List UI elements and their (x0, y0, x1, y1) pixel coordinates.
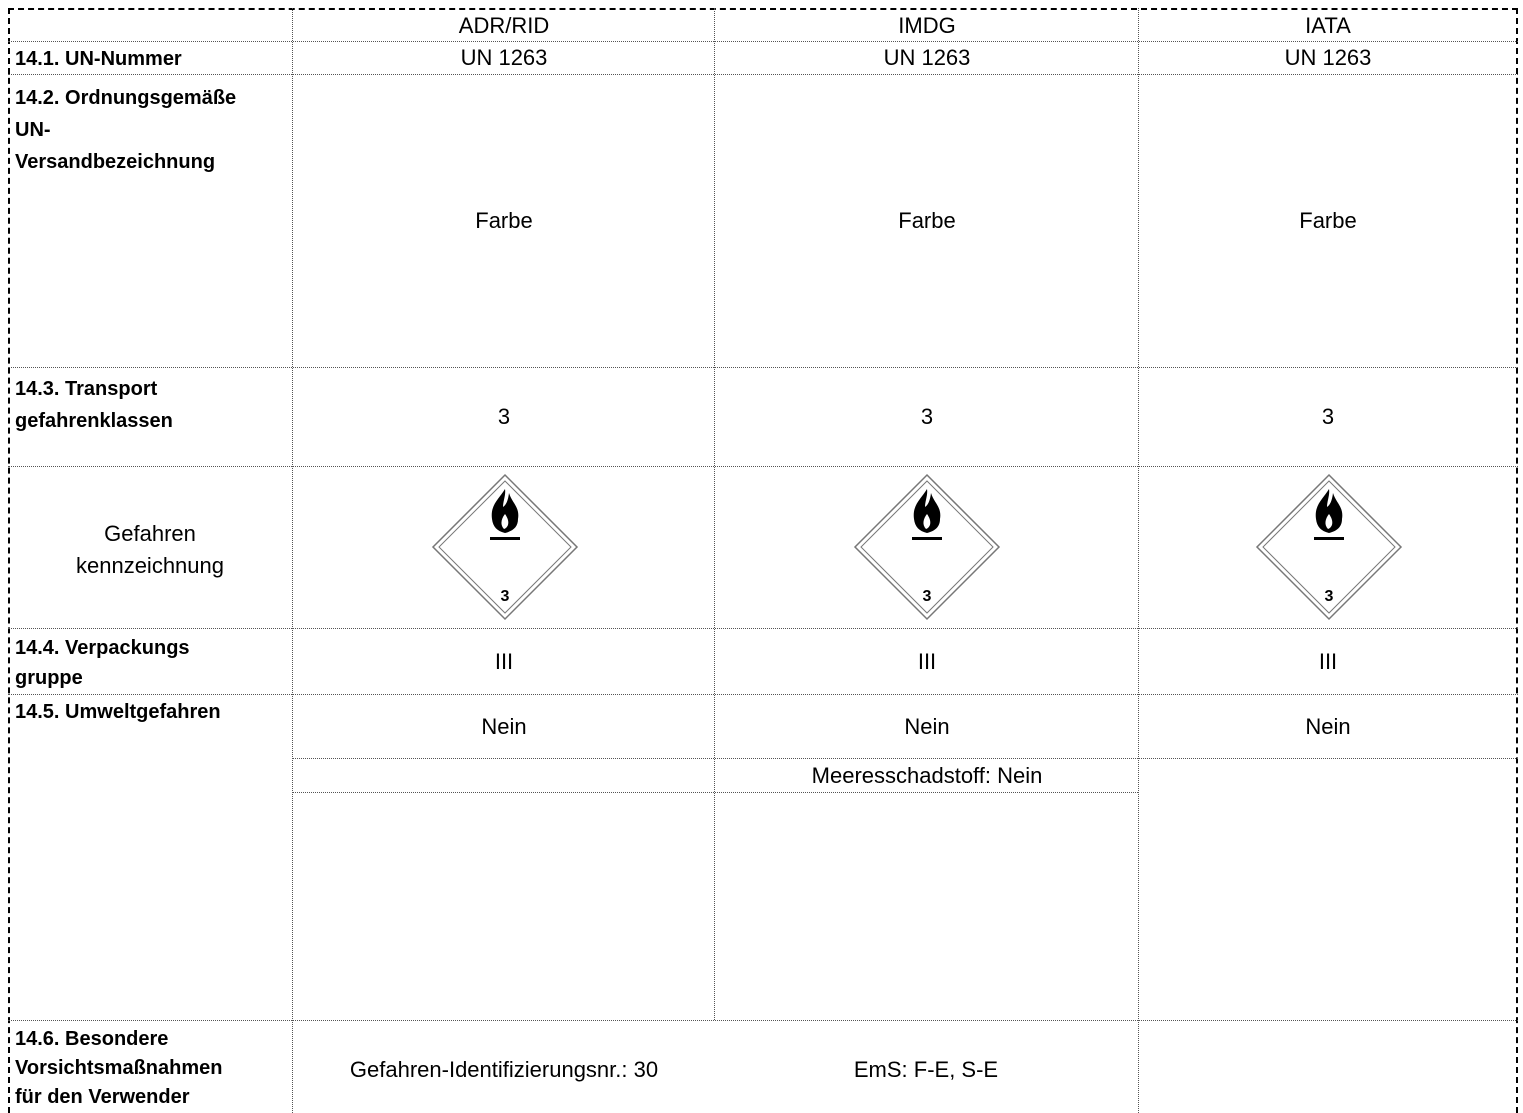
un-number-imdg: UN 1263 (883, 45, 971, 70)
row-label-hazard-class: 14.3. Transport gefahrenklassen (15, 378, 173, 432)
flammable-liquid-pictogram-iata (1254, 472, 1404, 622)
row-divider (8, 1020, 1518, 1021)
row-label-precautions: 14.6. Besondere Vorsichtsmaßnahmen für den Verwender (15, 1028, 223, 1108)
row-divider (8, 41, 1518, 42)
precautions-adr: Gefahren-Identifizierungsnr.: 30 (349, 1057, 659, 1082)
environment-adr: Nein (481, 714, 527, 739)
class-number: 3 (500, 588, 510, 605)
precautions-imdg: EmS: F-E, S-E (853, 1057, 999, 1082)
packing-group-imdg: III (917, 649, 937, 674)
packing-group-adr: III (494, 649, 514, 674)
column-header-imdg: IMDG (898, 13, 956, 38)
row-divider (8, 466, 1518, 467)
row-divider (292, 758, 1518, 759)
row-divider (8, 74, 1518, 75)
environment-imdg: Nein (904, 714, 950, 739)
table-border-right (1516, 8, 1518, 1113)
hazard-class-imdg: 3 (920, 404, 934, 429)
marine-pollutant-imdg: Meeresschadstoff: Nein (811, 763, 1043, 788)
row-divider (8, 694, 1518, 695)
table-border-top (8, 8, 1518, 10)
class-number: 3 (1324, 588, 1334, 605)
column-divider-3 (1138, 8, 1139, 1113)
shipping-name-adr: Farbe (475, 208, 533, 233)
row-label-shipping-name: 14.2. Ordnungsgemäße UN- Versandbezeichnung (15, 87, 237, 173)
un-number-adr: UN 1263 (460, 45, 548, 70)
shipping-name-imdg: Farbe (898, 208, 956, 233)
row-label-environment: 14.5. Umweltgefahren (15, 701, 221, 723)
row-divider (292, 792, 1138, 793)
hazard-class-adr: 3 (497, 404, 511, 429)
column-header-iata: IATA (1305, 13, 1351, 38)
row-label-un-number: 14.1. UN-Nummer (15, 48, 182, 70)
row-divider (8, 628, 1518, 629)
flammable-liquid-pictogram-adr (430, 472, 580, 622)
column-divider-2 (714, 8, 715, 1020)
column-header-adr: ADR/RID (458, 13, 550, 38)
hazard-class-iata: 3 (1321, 404, 1335, 429)
row-label-hazard-label: Gefahren kennzeichnung (75, 521, 225, 578)
row-divider (8, 367, 1518, 368)
column-divider-1 (292, 8, 293, 1113)
class-number: 3 (922, 588, 932, 605)
row-label-packing-group: 14.4. Verpackungs gruppe (15, 637, 190, 689)
packing-group-iata: III (1318, 649, 1338, 674)
flammable-liquid-pictogram-imdg (852, 472, 1002, 622)
environment-iata: Nein (1305, 714, 1351, 739)
shipping-name-iata: Farbe (1299, 208, 1357, 233)
un-number-iata: UN 1263 (1284, 45, 1372, 70)
table-border-left (8, 8, 10, 1113)
